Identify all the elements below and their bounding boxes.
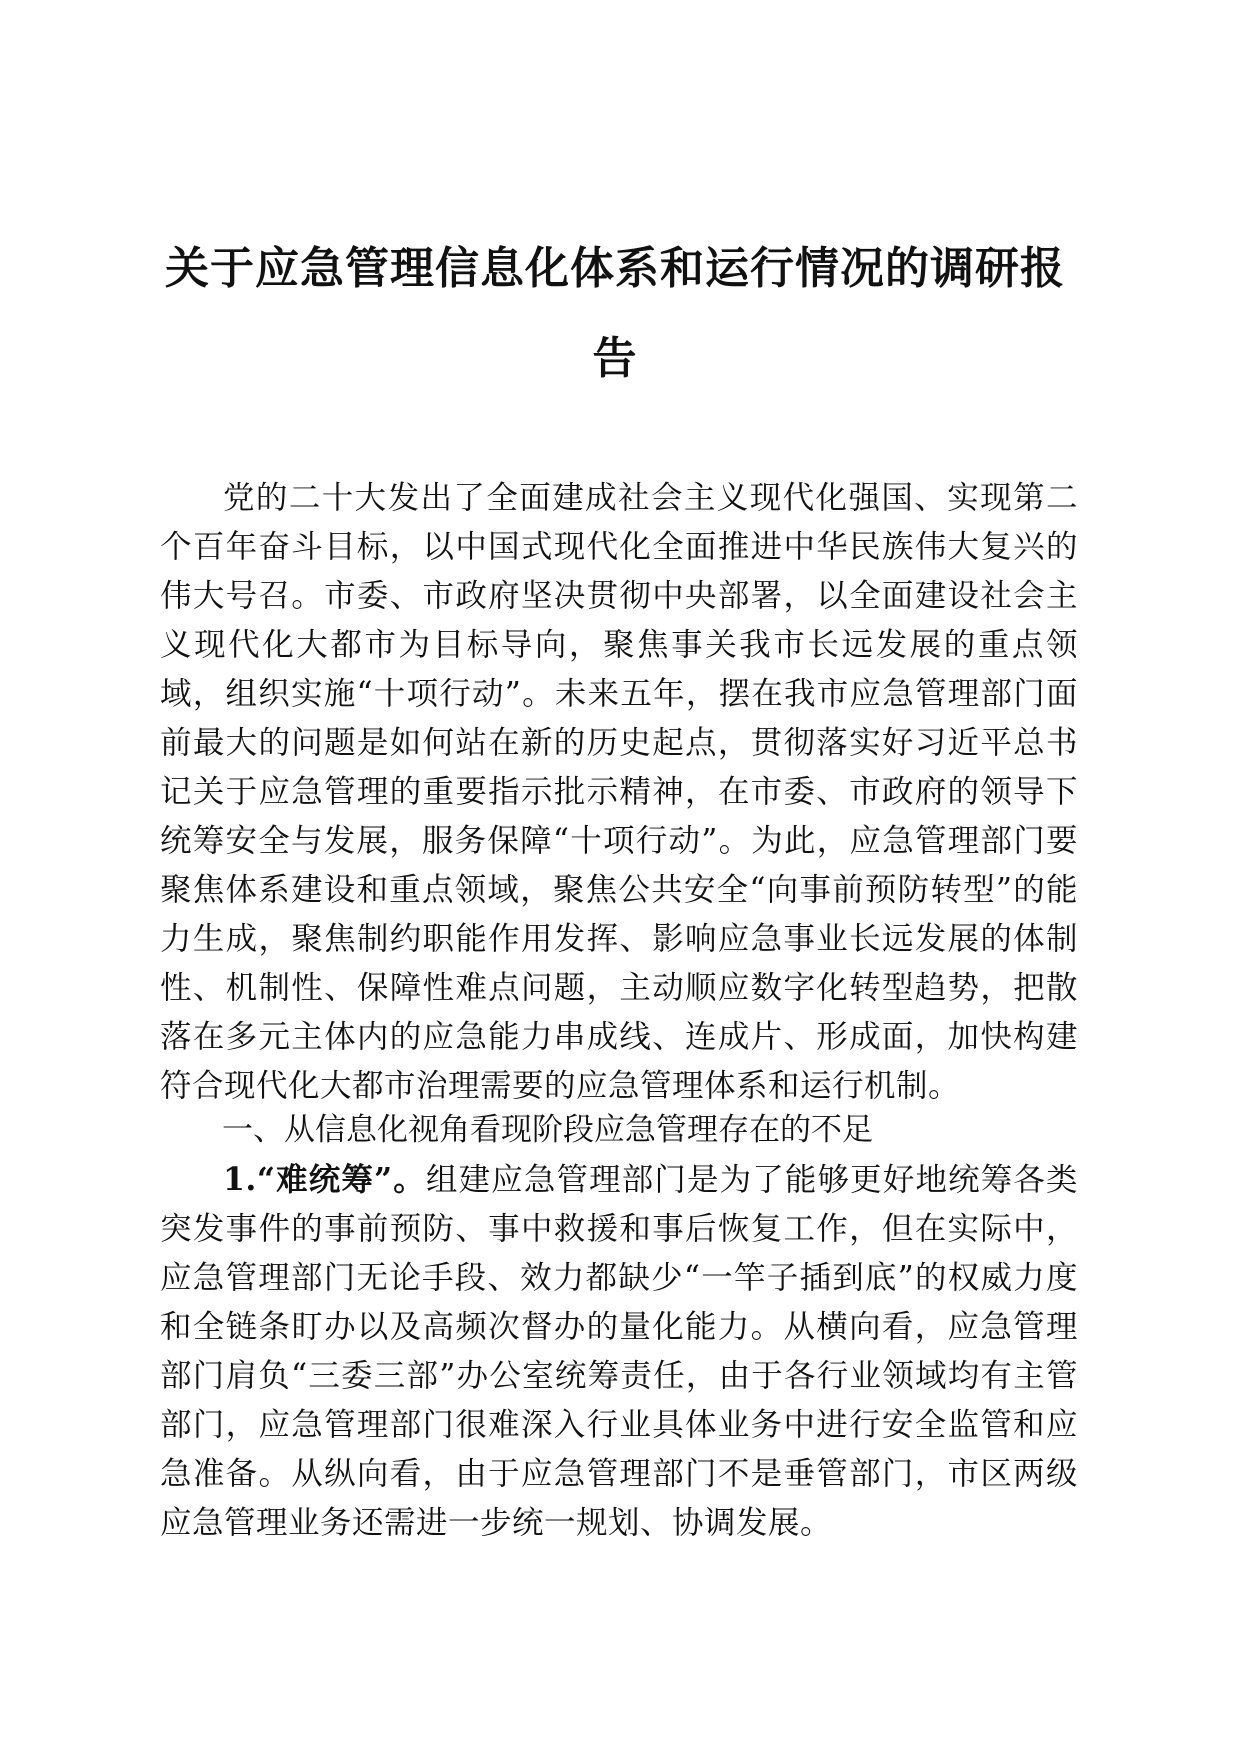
point-1-text: 组建应急管理部门是为了能够更好地统筹各类突发事件的事前预防、事中救援和事后恢复工作，但在实际中，应急管理部门无论手段、效力都缺少“一竿子插到底”的权威力度和全链条盯办以及高频次督办的量化能力。从横向看，应急管理部门肩负“三委三部”办公室统筹责任，由于各行业领域均有主管部门，应急管理部门很难深入行业具体业务中进行安全监管和应急准备。从纵向看，由于应急管理部门不是垂管部门，市区两级应急管理业务还需进一步统一规划、协调发展。 <box>160 1162 1078 1541</box>
point-1-lead: 1.“难统筹”。 <box>223 1161 426 1198</box>
document-title: 关于应急管理信息化体系和运行情况的调研报告 <box>165 243 1065 384</box>
point-1-paragraph <box>160 1155 1078 1548</box>
intro-paragraph: 党的二十大发出了全面建成社会主义现代化强国、实现第二个百年奋斗目标，以中国式现代化全面推进中华民族伟大复兴的伟大号召。市委、市政府坚决贯彻中央部署，以全面建设社会主义现代化大都市为目标导向，聚焦事关我市长远发展的重点领域，组织实施“十项行动”。未来五年，摆在我市应急管理部门面前最大的问题是如何站在新的历史起点，贯彻落实好习近平总书记关于应急管理的重要指示批示精神，在市委、市政府的领导下统筹安全与发展，服务保障“十项行动”。为此，应急管理部门要聚焦体系建设和重点领域，聚焦公共安全“向事前预防转型”的能力生成，聚焦制约职能作用发挥、影响应急事业长远发展的体制性、机制性、保障性难点问题，主动顺应数字化转型趋势，把散落在多元主体内的应急能力串成线、连成片、形成面，加快构建符合现代化大都市治理需要的应急管理体系和运行机制。 <box>160 480 1078 1104</box>
section-heading-1: 一、从信息化视角看现阶段应急管理存在的不足 <box>222 1112 873 1148</box>
